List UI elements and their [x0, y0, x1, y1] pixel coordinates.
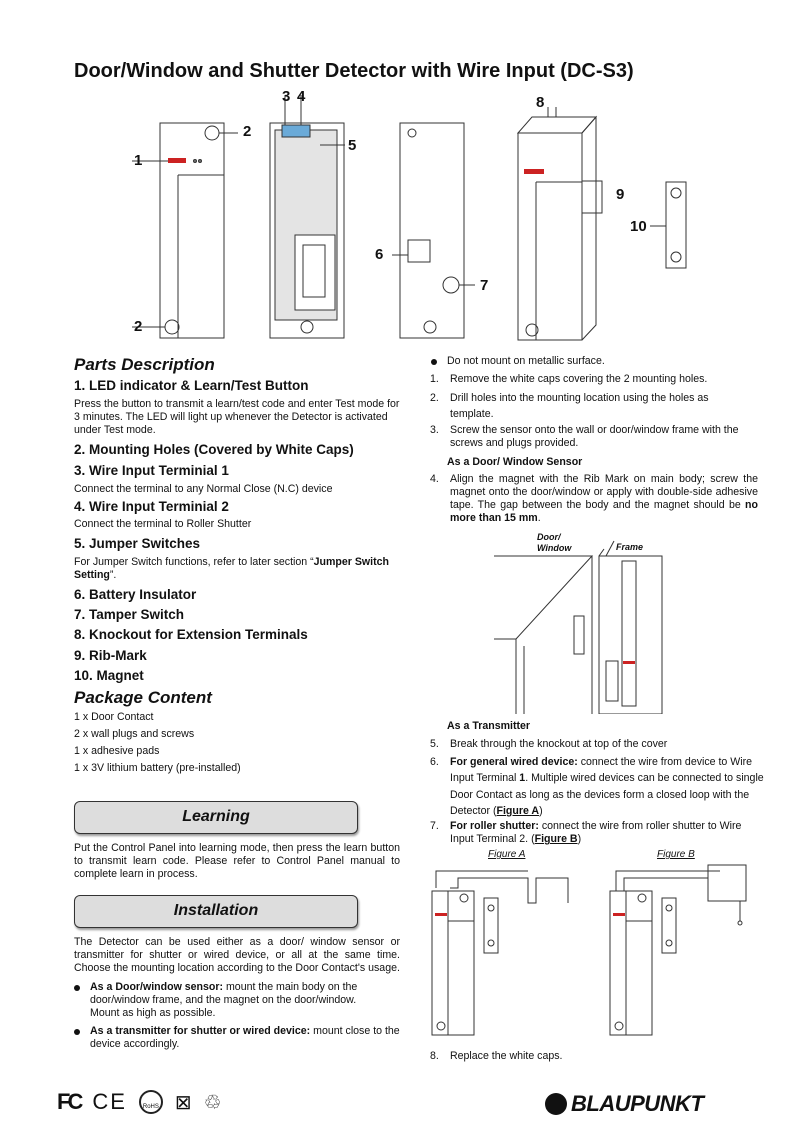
part-5-text: For Jumper Switch functions, refer to later section “Jumper Switch Setting”.: [74, 556, 389, 581]
transmitter-heading: As a Transmitter: [447, 720, 531, 732]
recycle-packaging-icon: ♲: [203, 1091, 222, 1114]
magnet-diagram: [650, 182, 686, 268]
package-item: 1 x adhesive pads: [74, 745, 160, 757]
certification-logos: [57, 1089, 222, 1115]
door-window-label: Door/ Window: [537, 532, 583, 554]
installation-text: The Detector can be used either as a door/ window sensor or transmitter for shutter or wired device, or all at the same time. Choose the mounting location according to the Door Contact's usage.: [74, 936, 400, 974]
part-5-title: 5. Jumper Switches: [74, 536, 201, 551]
frame-label: Frame: [616, 542, 644, 552]
figure-a-label: Figure A: [488, 849, 526, 861]
callout-9: 9: [616, 186, 625, 203]
step-1: 1. Remove the white caps covering the 2 mounting holes.: [430, 373, 708, 385]
door-window-figure: [494, 531, 664, 714]
step-2: 2. Drill holes into the mounting location using the holes as template.: [430, 392, 709, 420]
callout-10: 10: [630, 218, 647, 235]
part-8-title: 8. Knockout for Extension Terminals: [74, 627, 308, 642]
warning-bullet: Do not mount on metallic surface.: [431, 355, 765, 368]
callout-7: 7: [480, 277, 489, 294]
brand-name: BLAUPUNKT: [571, 1091, 704, 1116]
part-2-title: 2. Mounting Holes (Covered by White Caps): [74, 442, 354, 457]
inside-diagram: [270, 95, 345, 338]
figure-labels-row: [430, 849, 765, 863]
product-diagrams: [120, 85, 700, 350]
weee-bin-icon: ⊠: [174, 1091, 192, 1114]
part-3-text: Connect the terminal to any Normal Close (N.C) device: [74, 483, 333, 495]
ce-logo: CE: [92, 1089, 127, 1114]
front-cover-diagram: [132, 123, 238, 338]
rohs-logo: RoHS: [139, 1090, 163, 1114]
wiring-figures: [428, 863, 758, 1038]
part-4-title: 4. Wire Input Terminial 2: [74, 499, 229, 514]
step-6: 6. For general wired device: connect the wire from device to Wire Input Terminal 1. Multiple wired devices can be connected to single Door Contact as long as the devices form a closed loop with the Detector (Figure A): [430, 756, 764, 817]
part-1-title: 1. LED indicator & Learn/Test Button: [74, 378, 309, 393]
figure-b-diagram: [610, 865, 746, 1035]
learning-heading-box: Learning: [74, 801, 358, 834]
package-item: 1 x 3V lithium battery (pre-installed): [74, 762, 241, 774]
callout-6: 6: [375, 246, 384, 263]
step-5: 5. Break through the knockout at top of the cover: [430, 738, 668, 750]
figure-b-label: Figure B: [657, 849, 695, 861]
step-8: 8. Replace the white caps.: [430, 1050, 563, 1063]
package-item: 2 x wall plugs and screws: [74, 728, 195, 740]
part-9-title: 9. Rib-Mark: [74, 648, 147, 663]
installation-bullet: As a transmitter for shutter or wired device: mount close to the device accordingly.: [74, 1025, 400, 1051]
assembled-body-diagram: [518, 107, 602, 340]
page-title: Door/Window and Shutter Detector with Wire Input (DC-S3): [74, 60, 634, 82]
part-4-text: Connect the terminal to Roller Shutter: [74, 518, 252, 530]
callout-5: 5: [348, 137, 357, 154]
figure-a-link[interactable]: Figure A: [496, 804, 540, 817]
figure-b-link[interactable]: Figure B: [534, 833, 578, 846]
callout-2b: 2: [134, 318, 143, 335]
learning-text: Put the Control Panel into learning mode, then press the learn button to transmit learn code. Please refer to Control Panel manual to complete learn in process.: [74, 842, 400, 880]
callout-4: 4: [297, 88, 306, 105]
door-window-figure-block: [430, 531, 765, 716]
right-column: [430, 355, 765, 1063]
left-column: [74, 355, 400, 1051]
figure-a-diagram: [432, 871, 568, 1035]
step-3: 3. Screw the sensor onto the wall or door/window frame with the screws and plugs provided.: [430, 424, 739, 449]
part-10-title: 10. Magnet: [74, 668, 144, 683]
parts-heading: Parts Description: [74, 355, 215, 374]
step-4: 4. Align the magnet with the Rib Mark on main body; screw the magnet onto the door/window or apply with double-side adhesive tape. The gap between the body and the magnet should be no more than 15 mm.: [430, 473, 758, 524]
fcc-logo: FC: [57, 1089, 81, 1114]
step-7: 7. For roller shutter: connect the wire from roller shutter to Wire Input Terminal 2. (Figure B): [430, 820, 742, 846]
callout-3: 3: [282, 88, 291, 105]
installation-heading-box: Installation: [74, 895, 358, 928]
part-1-text: Press the button to transmit a learn/test code and enter Test mode for 3 minutes. The LED will light up whenever the Detector is activated under Test mode.: [74, 398, 400, 436]
blaupunkt-logo: [545, 1092, 703, 1116]
blaupunkt-dot-icon: [545, 1093, 567, 1115]
part-7-title: 7. Tamper Switch: [74, 607, 185, 622]
part-3-title: 3. Wire Input Terminial 1: [74, 463, 229, 478]
door-sensor-heading: As a Door/ Window Sensor: [447, 456, 583, 468]
back-cover-diagram: [392, 123, 475, 338]
part-6-title: 6. Battery Insulator: [74, 587, 197, 602]
callout-2: 2: [243, 123, 252, 140]
installation-bullet: As a Door/window sensor: mount the main body on the door/window frame, and the magnet on the door/window. Mount as high as possible.: [74, 981, 384, 1020]
package-heading: Package Content: [74, 688, 212, 707]
callout-8: 8: [536, 94, 545, 111]
callout-1: 1: [134, 152, 143, 169]
package-item: 1 x Door Contact: [74, 711, 154, 723]
